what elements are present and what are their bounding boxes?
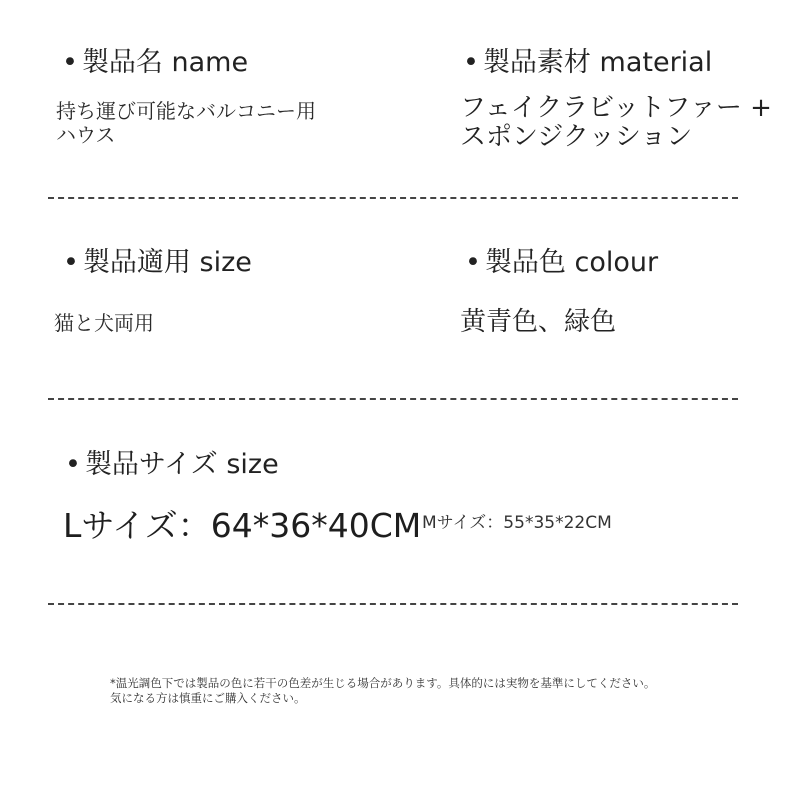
size-large-value: Lサイズ：64*36*40CM [63, 506, 422, 545]
section-divider [48, 197, 738, 199]
footnote [110, 676, 655, 706]
size-title: 製品サイズ size [84, 449, 279, 480]
bullet-icon: • [63, 247, 79, 278]
material-heading [463, 47, 712, 79]
product-name-heading [62, 47, 248, 79]
bullet-icon: • [62, 47, 78, 78]
bullet-icon: • [463, 47, 479, 78]
size-heading [65, 449, 279, 481]
material-line1: フェイクラビットファー + [460, 93, 772, 123]
section-divider [48, 398, 738, 400]
colour-heading [465, 247, 658, 279]
material-title: 製品素材 material [482, 47, 713, 78]
applicable-value: 猫と犬両用 [54, 311, 154, 335]
footnote-line2: 気になる方は慎重にご購入ください。 [110, 691, 306, 705]
colour-title: 製品色 colour [484, 247, 659, 278]
section-divider [48, 603, 738, 605]
bullet-icon: • [65, 449, 81, 480]
bullet-icon: • [465, 247, 481, 278]
colour-value: 黄青色、緑色 [460, 307, 617, 337]
material-value [460, 94, 772, 152]
product-name-title: 製品名 name [81, 47, 249, 78]
product-name-line1: 持ち運び可能なバルコニー用 [56, 99, 316, 123]
product-name-value [56, 99, 316, 147]
footnote-line1: *温光調色下では製品の色に若干の色差が生じる場合があります。具体的には実物を基準にしてください。 [110, 676, 656, 690]
material-line2: スポンジクッション [460, 122, 693, 152]
size-medium-value: Mサイズ：55*35*22CM [422, 513, 612, 533]
product-name-line2: ハウス [56, 123, 116, 147]
applicable-heading [63, 247, 252, 279]
applicable-title: 製品適用 size [82, 247, 252, 278]
